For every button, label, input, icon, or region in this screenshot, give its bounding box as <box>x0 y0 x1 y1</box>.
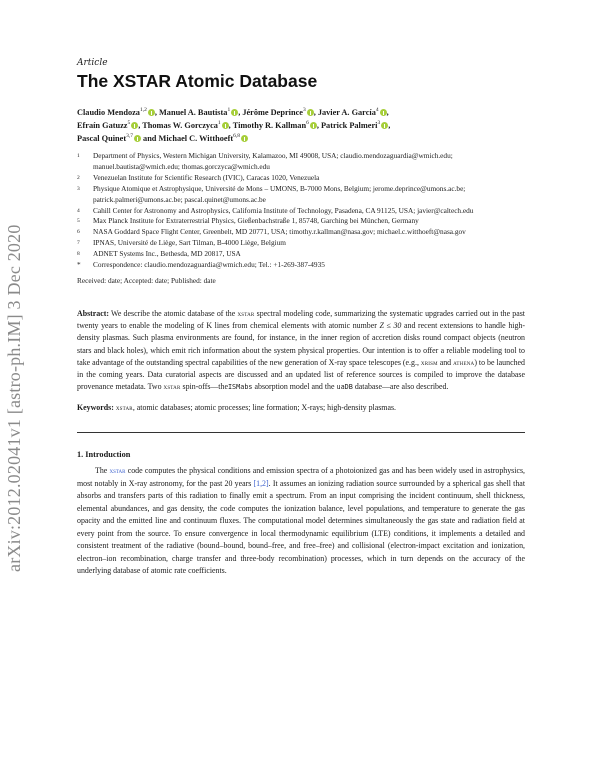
orcid-icon[interactable] <box>148 109 155 116</box>
author: Jérôme Deprince$^3$ , <box>242 107 316 117</box>
orcid-icon[interactable] <box>381 122 388 129</box>
citation-link[interactable]: [1,2] <box>253 478 269 488</box>
author: Claudio Mendoza$^{1,2}$ , <box>77 107 157 117</box>
orcid-icon[interactable] <box>307 109 314 116</box>
affiliation: 2 Venezuelan Institute for Scientific Research (IVIC), Caracas 1020, Venezuela <box>77 172 320 182</box>
affiliation: 1 Department of Physics, Western Michigan University, Kalamazoo, MI 49008, USA; claudio.mendozaguardia@wmich.edu; manuel.bautista@wmich.edu; thomas.gorczyca@wmich.edu <box>77 151 453 171</box>
section-divider <box>77 432 525 433</box>
author: Pascal Quinet$^{3,7}$ <box>77 134 141 143</box>
orcid-icon[interactable] <box>231 109 238 116</box>
affiliation: 8 ADNET Systems Inc., Bethesda, MD 20817, USA <box>77 249 241 259</box>
correspondence: * Correspondence: claudio.mendozaguardia@wmich.edu; Tel.: +1-269-387-4935 <box>77 260 325 270</box>
affiliation: 3 Physique Atomique et Astrophysique, Université de Mons – UMONS, B-7000 Mons, Belgium; jerome.deprince@umons.ac.be; patrick.palmeri@umons.ac.be; pascal.quinet@umons.ac.be <box>77 183 466 204</box>
intro-paragraph: The xstar code computes the physical conditions and emission spectra of a photoionized gas and has been widely used in astrophysics, most notably in X-ray astronomy, for the past 20 years [1,2]. It assumes an ionizing radiation source surrounded by a spherical gas shell that absorbs and transfers parts of this radiation to finally emit a spectrum. From an input comprising the incident continuum, shell thickness, elemental abundances, and gas density, the code computes the ionization balance, level populations, and temperature to generate the gas opacity and the emitted line and continuum fluxes. The computational model determines simultaneously the gas state and radiation field at every point from the source. To ensure convergence in local thermodynamic equilibrium (LTE) conditions, it implements a detailed and consistent treatment of the radiative (bound–bound, bound–free, and free–free) and collisional (electron-impact excitation and ionization, electron–ion recombination, charge transfer and three-body recombination) processes, which in turn depends on the accuracy of the underlying database of atomic rate coefficients. <box>77 466 526 576</box>
abstract: Abstract: We describe the atomic database of the xstar spectral modeling code, summarizing the systematic upgrades carried out in the past twenty years to enable the modeling of K lines from chemical elements with atomic number Z ≤ 30 and recent extensions to handle high-density plasmas. Such plasma environments are found, for instance, in the inner region of accretion disks round compact objects (neutron stars and black holes), which emit rich information about the system physical properties. Our intention is to offer a reliable modeling tool to take advantage of the outstanding spectral capabilities of the new generation of X-ray space telescopes (e.g., xrism and athena) to be launched in the coming years. Data curatorial aspects are discussed and an updated list of reference sources is compiled to improve the database provenance metadata. Two xstar spin-offs—theISMabs absorption model and the uaDB database—are also described. <box>77 308 525 392</box>
article-kind: Article <box>77 58 108 68</box>
author: Michael C. Witthoeft$^{6,8}$ <box>159 134 248 143</box>
author: Patrick Palmeri$^3$ , <box>320 120 391 130</box>
orcid-icon[interactable] <box>134 135 141 142</box>
orcid-icon[interactable] <box>241 135 248 142</box>
orcid-icon[interactable] <box>380 109 387 116</box>
keywords-label: Keywords: <box>77 403 114 413</box>
orcid-icon[interactable] <box>131 122 138 129</box>
author: Thomas W. Gorczyca$^1$ , <box>142 120 231 130</box>
affiliation: 5 Max Planck Institute for Extraterrestrial Physics, Gießenbachstraße 1, 85748, Garching bei München, Germany <box>77 216 419 226</box>
author-and: and <box>143 134 157 143</box>
author: Efraín Gatuzz$^5$ , <box>77 120 141 130</box>
paper-content <box>77 58 525 578</box>
author: Timothy R. Kallman$^6$ , <box>232 120 319 130</box>
affiliation: 4 Cahill Center for Astronomy and Astrophysics, California Institute of Technology, Pasadena, CA 91125, USA; javier@caltech.edu <box>77 205 474 215</box>
publication-dates: Received: date; Accepted: date; Published: date <box>77 275 216 285</box>
affiliation: 6 NASA Goddard Space Flight Center, Greenbelt, MD 20771, USA; timothy.r.kallman@nasa.gov; michael.c.witthoeft@nasa.gov <box>77 227 466 237</box>
orcid-icon[interactable] <box>222 122 229 129</box>
arxiv-identifier: arXiv:2012.02041v1 [astro-ph.IM] 3 Dec 2020 <box>4 224 24 572</box>
keywords: Keywords: xstar, atomic databases; atomic processes; line formation; X-rays; high-density plasmas. <box>77 403 396 413</box>
abstract-label: Abstract: <box>77 308 109 318</box>
author: Manuel A. Bautista$^1$ , <box>158 107 241 117</box>
paper-title: The XSTAR Atomic Database <box>77 71 318 91</box>
affiliation: 7 IPNAS, Université de Liège, Sart Tilman, B-4000 Liège, Belgium <box>77 238 286 248</box>
author: Javier A. García$^4$ , <box>317 107 389 117</box>
orcid-icon[interactable] <box>310 122 317 129</box>
affiliation-list <box>77 151 525 271</box>
xstar-link[interactable]: xstar <box>109 467 126 476</box>
author-list <box>77 106 525 145</box>
section-heading: 1. Introduction <box>77 450 131 460</box>
